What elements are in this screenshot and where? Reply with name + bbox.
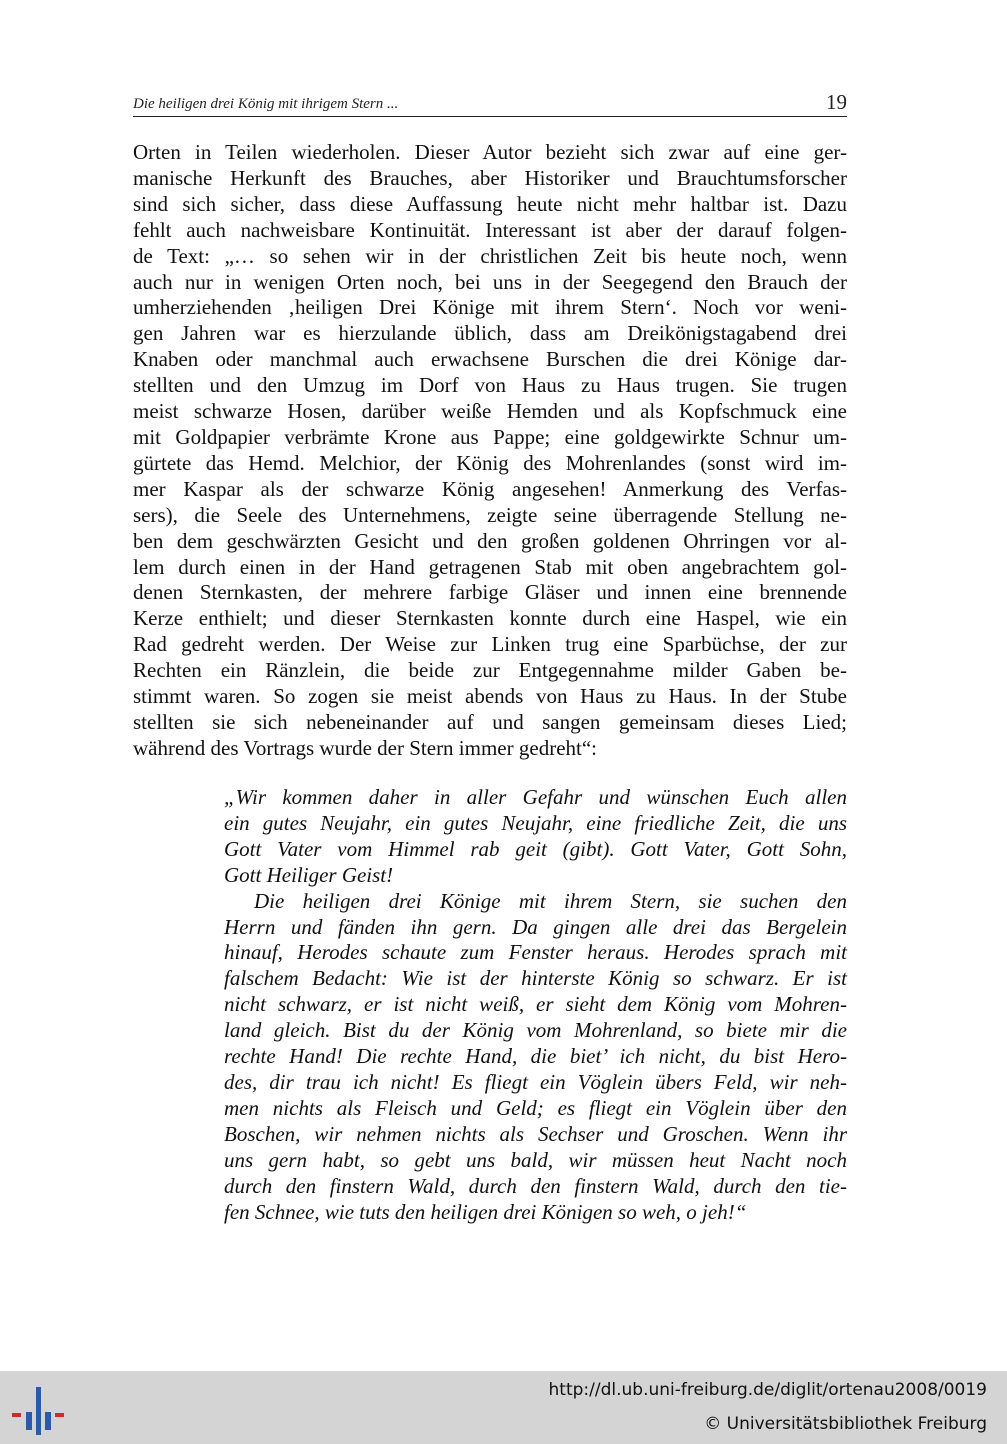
body-line: mit Goldpapier verbrämte Krone aus Pappe; eine goldgewirkte Schnur um- <box>133 424 847 449</box>
body-line: sind sich sicher, dass diese Auffassung heute nicht mehr haltbar ist. Dazu <box>133 191 847 216</box>
body-line: lem durch einen in der Hand getragenen Stab mit oben angebrachtem gol- <box>133 554 847 579</box>
quote-line: Die heiligen drei Könige mit ihrem Stern, sie suchen den <box>254 888 847 913</box>
footer-bar <box>0 1371 1007 1444</box>
body-line: stellten sie sich nebeneinander auf und sangen gemeinsam dieses Lied; <box>133 709 847 734</box>
quote-line: des, dir trau ich nicht! Es fliegt ein Vöglein übers Feld, wir neh- <box>224 1069 847 1094</box>
body-paragraph <box>133 140 847 762</box>
quote-line: ein gutes Neujahr, ein gutes Neujahr, eine friedliche Zeit, die uns <box>224 810 847 835</box>
source-url-link[interactable]: http://dl.ub.uni-freiburg.de/diglit/ortenau2008/0019 <box>548 1380 987 1400</box>
body-line: meist schwarze Hosen, darüber weiße Hemden und als Kopfschmuck eine <box>133 399 847 424</box>
body-line: stellten und den Umzug im Dorf von Haus zu Haus trugen. Sie trugen <box>133 373 847 398</box>
page-number: 19 <box>826 90 847 114</box>
body-line: de Text: „… so sehen wir in der christlichen Zeit bis heute noch, wenn <box>133 243 847 268</box>
body-line: Kerze enthielt; und dieser Sternkasten konnte durch eine Haspel, wie ein <box>133 606 847 631</box>
copyright-text: © Universitätsbibliothek Freiburg <box>704 1414 987 1434</box>
running-title: Die heiligen drei König mit ihrigem Stern ... <box>133 96 399 112</box>
body-line: sers), die Seele des Unternehmens, zeigte seine überragende Stellung ne- <box>133 502 847 527</box>
body-line: manische Herkunft des Brauches, aber Historiker und Brauchtumsforscher <box>133 165 847 190</box>
quote-line: durch den finstern Wald, durch den finstern Wald, durch den tie- <box>224 1173 847 1198</box>
ub-freiburg-logo-icon[interactable] <box>12 1382 64 1436</box>
quote-line: Gott Heiliger Geist! <box>224 862 394 887</box>
body-line: Orten in Teilen wiederholen. Dieser Autor bezieht sich zwar auf eine ger- <box>133 140 847 164</box>
body-line: Rad gedreht werden. Der Weise zur Linken trug eine Sparbüchse, der zur <box>133 632 847 657</box>
quote-line: Herrn und fänden ihn gern. Da gingen alle drei das Bergelein <box>224 914 847 939</box>
body-line: fehlt auch nachweisbare Kontinuität. Interessant ist aber der darauf folgen- <box>133 217 847 242</box>
quote-line: uns gern habt, so gebt uns bald, wir müssen heut Nacht noch <box>224 1147 847 1172</box>
body-line: umherziehenden ‚heiligen Drei Könige mit ihrem Stern‘. Noch vor weni- <box>133 295 847 320</box>
body-line: ben dem geschwärzten Gesicht und den großen goldenen Ohrringen vor al- <box>133 528 847 553</box>
quote-line: nicht schwarz, er ist nicht weiß, er sieht dem König vom Mohren- <box>224 992 847 1017</box>
body-line: Rechten ein Ränzlein, die beide zur Entgegennahme milder Gaben be- <box>133 658 847 683</box>
body-line: auch nur in wenigen Orten noch, bei uns in der Seegegend den Brauch der <box>133 269 847 294</box>
body-line: während des Vortrags wurde der Stern immer gedreht“: <box>133 735 597 760</box>
body-line: Knaben oder manchmal auch erwachsene Burschen die drei Könige dar- <box>133 347 847 372</box>
song-quote <box>224 785 847 1225</box>
quote-line: fen Schnee, wie tuts den heiligen drei Königen so weh, o jeh!“ <box>224 1199 747 1224</box>
quote-line: men nichts als Fleisch und Geld; es fliegt ein Vöglein über den <box>224 1095 847 1120</box>
quote-line: Gott Vater vom Himmel rab geit (gibt). Gott Vater, Gott Sohn, <box>224 836 847 861</box>
quote-line: Boschen, wir nehmen nichts als Sechser und Groschen. Wenn ihr <box>224 1121 847 1146</box>
body-line: stimmt waren. So zogen sie meist abends von Haus zu Haus. In der Stube <box>133 684 847 709</box>
body-line: mer Kaspar als der schwarze König angesehen! Anmerkung des Verfas- <box>133 476 847 501</box>
quote-line: „Wir kommen daher in aller Gefahr und wünschen Euch allen <box>224 785 847 809</box>
quote-line: falschem Bedacht: Wie ist der hinterste König so schwarz. Er ist <box>224 966 847 991</box>
quote-line: hinauf, Herodes schaute zum Fenster heraus. Herodes sprach mit <box>224 940 847 965</box>
body-line: gürtete das Hemd. Melchior, der König des Mohrenlandes (sonst wird im- <box>133 450 847 475</box>
quote-line: rechte Hand! Die rechte Hand, die biet’ ich nicht, du bist Hero- <box>224 1044 847 1069</box>
body-line: gen Jahren war es hierzulande üblich, dass am Dreikönigstagabend drei <box>133 321 847 346</box>
body-line: denen Sternkasten, der mehrere farbige Gläser und innen eine brennende <box>133 580 847 605</box>
running-header <box>133 88 847 117</box>
quote-line: land gleich. Bist du der König vom Mohrenland, so biete mir die <box>224 1018 847 1043</box>
